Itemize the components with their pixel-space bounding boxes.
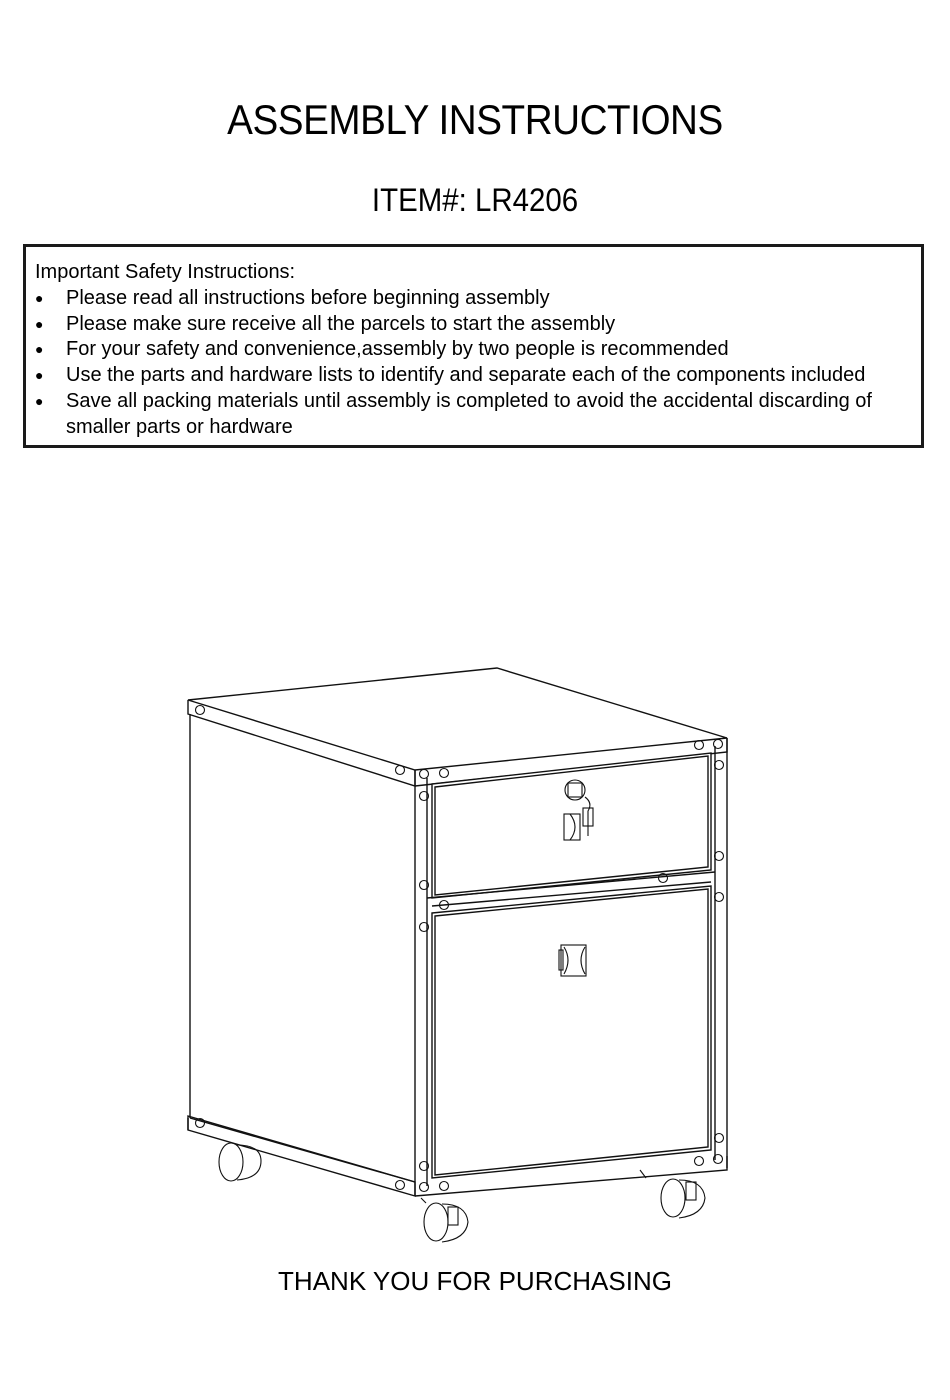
safety-heading: Important Safety Instructions: [35,261,296,283]
item-number: ITEM#: LR4206 [371,182,579,218]
thank-you-footer: THANK YOU FOR PURCHASING [278,1266,672,1296]
safety-instructions-box [23,244,924,448]
safety-item: ● Use the parts and hardware lists to identify and separate each of the components included [35,363,921,389]
safety-item: ● Please make sure receive all the parcels to start the assembly [35,312,921,338]
safety-item: ● For your safety and convenience,assembly by two people is recommended [35,337,921,363]
safety-item: ● Please read all instructions before beginning assembly [35,286,921,312]
bullet-icon: ● [35,392,44,409]
bullet-icon: ● [35,315,44,332]
bullet-icon: ● [35,289,44,306]
safety-item: ● Save all packing materials until assembly is completed to avoid the accidental discarding of smaller parts or hardware [35,389,872,438]
document-title: ASSEMBLY INSTRUCTIONS [227,96,723,143]
bullet-icon: ● [35,367,44,384]
file-cabinet-illustration [180,660,740,1250]
safety-list [35,286,921,441]
bullet-icon: ● [35,341,44,358]
